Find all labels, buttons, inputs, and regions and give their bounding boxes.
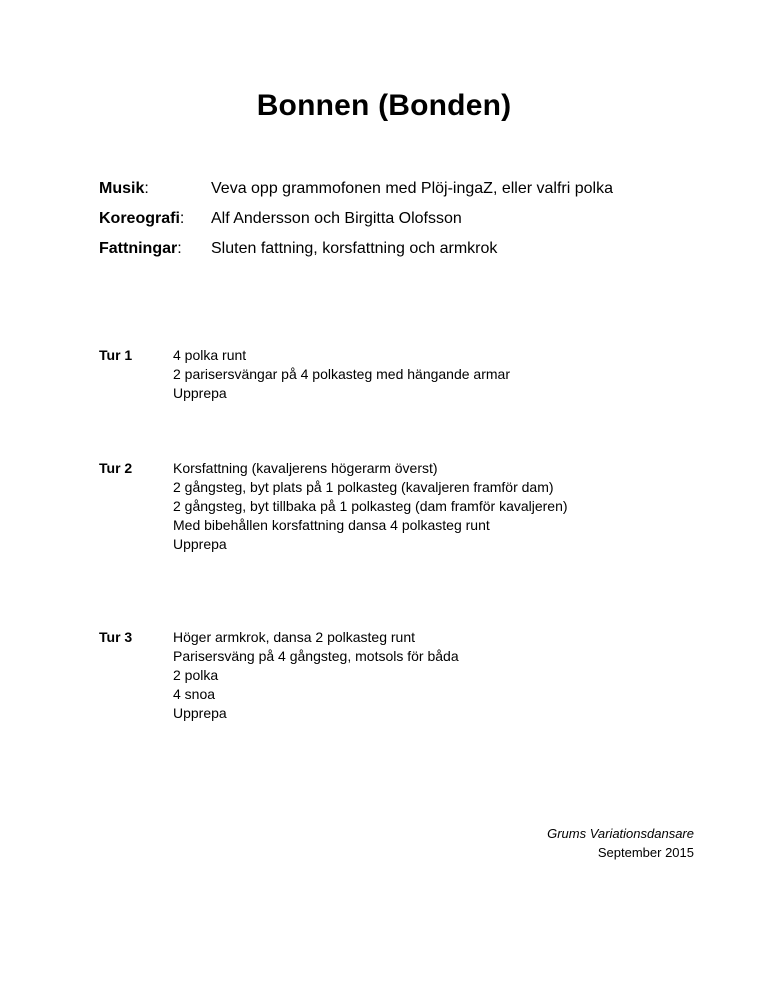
tur-label: Tur 1 [99, 347, 133, 363]
info-value: Sluten fattning, korsfattning och armkrok [211, 240, 498, 257]
tur-step: 4 polka runt [173, 347, 247, 363]
tur-step: Höger armkrok, dansa 2 polkasteg runt [173, 629, 416, 645]
info-label: Fattningar: [99, 240, 182, 257]
tur-step: Parisersväng på 4 gångsteg, motsols för båda [173, 648, 459, 664]
tur-step: 2 gångsteg, byt tillbaka på 1 polkasteg (dam framför kavaljeren) [173, 498, 568, 514]
tur-step-list [173, 628, 459, 723]
tur-step: Upprepa [173, 705, 227, 721]
tur-step-list [173, 459, 568, 554]
tur-step: Med bibehållen korsfattning dansa 4 polkasteg runt [173, 517, 490, 533]
tur-label: Tur 3 [99, 629, 133, 645]
info-value: Veva opp grammofonen med Plöj-ingaZ, eller valfri polka [211, 180, 613, 197]
tur-step: Upprepa [173, 536, 227, 552]
footer [547, 824, 694, 862]
tur-step: Upprepa [173, 385, 227, 401]
tur-step: Korsfattning (kavaljerens högerarm överst) [173, 460, 438, 476]
tur-step: 2 polka [173, 667, 219, 683]
tur-step-list [173, 346, 510, 403]
info-label: Musik: [99, 180, 149, 197]
page-title: Bonnen (Bonden) [256, 89, 512, 122]
tur-step: 4 snoa [173, 686, 216, 702]
tur-step: 2 parisersvängar på 4 polkasteg med hängande armar [173, 366, 510, 382]
footer-organization: Grums Variationsdansare [547, 826, 694, 841]
footer-date: September 2015 [597, 845, 694, 860]
info-label: Koreografi: [99, 210, 185, 227]
tur-step: 2 gångsteg, byt plats på 1 polkasteg (kavaljeren framför dam) [173, 479, 554, 495]
info-value: Alf Andersson och Birgitta Olofsson [211, 210, 462, 227]
tur-label: Tur 2 [99, 460, 133, 476]
